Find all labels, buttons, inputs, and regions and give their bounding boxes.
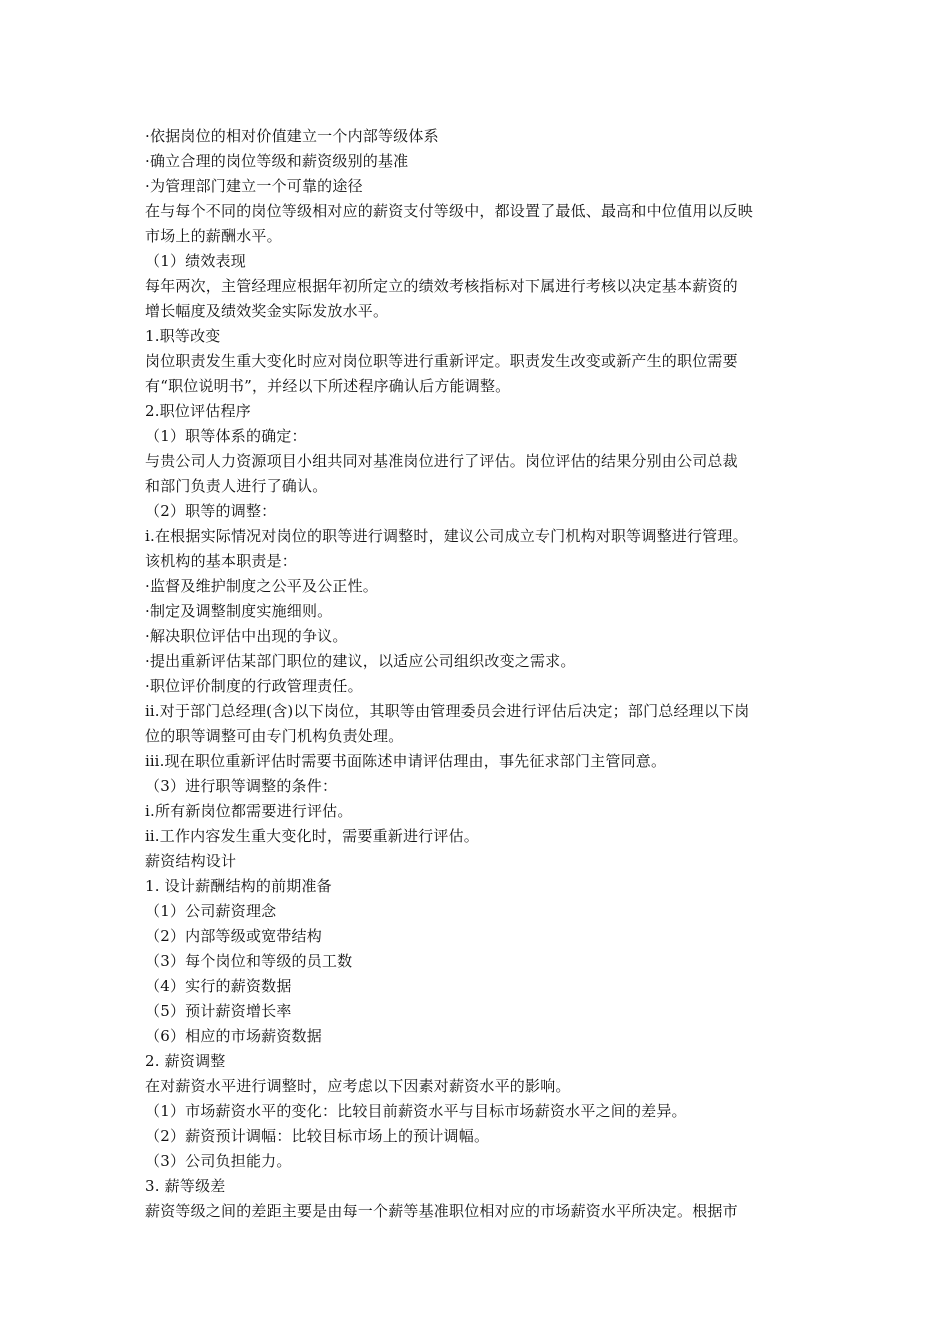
document-page xyxy=(145,124,815,1224)
text-line: ·为管理部门建立一个可靠的途径 xyxy=(145,177,363,195)
text-line: 市场上的薪酬水平。 xyxy=(145,227,282,245)
text-line: 岗位职责发生重大变化时应对岗位职等进行重新评定。职责发生改变或新产生的职位需要 xyxy=(145,352,738,370)
text-line: 与贵公司人力资源项目小组共同对基准岗位进行了评估。岗位评估的结果分别由公司总裁 xyxy=(145,452,738,470)
text-line: 薪资等级之间的差距主要是由每一个薪等基准职位相对应的市场薪资水平所决定。根据市 xyxy=(145,1202,738,1220)
text-line: （3）每个岗位和等级的员工数 xyxy=(145,952,353,970)
text-line: 在与每个不同的岗位等级相对应的薪资支付等级中，都设置了最低、最高和中位值用以反映 xyxy=(145,202,754,220)
text-line: ⅰ.所有新岗位都需要进行评估。 xyxy=(145,802,353,820)
text-line: 2. 薪资调整 xyxy=(145,1052,226,1070)
text-line: ·依据岗位的相对价值建立一个内部等级体系 xyxy=(145,127,439,145)
text-line: （6）相应的市场薪资数据 xyxy=(145,1027,322,1045)
text-line: ·制定及调整制度实施细则。 xyxy=(145,602,333,620)
text-line: 每年两次，主管经理应根据年初所定立的绩效考核指标对下属进行考核以决定基本薪资的 xyxy=(145,277,738,295)
text-line: 位的职等调整可由专门机构负责处理。 xyxy=(145,727,404,745)
text-line: 增长幅度及绩效奖金实际发放水平。 xyxy=(145,302,389,320)
text-line: （1）公司薪资理念 xyxy=(145,902,277,920)
text-line: ⅲ.现在职位重新评估时需要书面陈述申请评估理由，事先征求部门主管同意。 xyxy=(145,752,667,770)
text-line: 该机构的基本职责是： xyxy=(145,552,298,570)
text-line: ⅱ.对于部门总经理(含)以下岗位，其职等由管理委员会进行评估后决定；部门总经理以下岗 xyxy=(145,702,750,720)
text-line: （2）内部等级或宽带结构 xyxy=(145,927,322,945)
text-line: ⅱ.工作内容发生重大变化时，需要重新进行评估。 xyxy=(145,827,479,845)
text-line: 在对薪资水平进行调整时，应考虑以下因素对薪资水平的影响。 xyxy=(145,1077,571,1095)
text-line: 1.职等改变 xyxy=(145,327,221,345)
text-line: （5）预计薪资增长率 xyxy=(145,1002,292,1020)
text-line: （3）进行职等调整的条件： xyxy=(145,777,338,795)
text-line: （4）实行的薪资数据 xyxy=(145,977,292,995)
text-line: （3）公司负担能力。 xyxy=(145,1152,292,1170)
text-line: 3. 薪等级差 xyxy=(145,1177,226,1195)
text-line: ·解决职位评估中出现的争议。 xyxy=(145,627,348,645)
text-line: （1）职等体系的确定： xyxy=(145,427,307,445)
text-line: 薪资结构设计 xyxy=(145,852,237,870)
text-line: （1）绩效表现 xyxy=(145,252,246,270)
text-line: ·监督及维护制度之公平及公正性。 xyxy=(145,577,378,595)
text-line: ·职位评价制度的行政管理责任。 xyxy=(145,677,363,695)
text-line: ⅰ.在根据实际情况对岗位的职等进行调整时，建议公司成立专门机构对职等调整进行管理。 xyxy=(145,527,748,545)
text-line: 2.职位评估程序 xyxy=(145,402,251,420)
text-line: 和部门负责人进行了确认。 xyxy=(145,477,328,495)
text-line: 1. 设计薪酬结构的前期准备 xyxy=(145,877,332,895)
text-line: ·确立合理的岗位等级和薪资级别的基准 xyxy=(145,152,409,170)
text-line: ·提出重新评估某部门职位的建议，以适应公司组织改变之需求。 xyxy=(145,652,576,670)
text-line: （2）职等的调整： xyxy=(145,502,277,520)
text-line: 有“职位说明书”，并经以下所述程序确认后方能调整。 xyxy=(145,377,511,395)
text-line: （2）薪资预计调幅：比较目标市场上的预计调幅。 xyxy=(145,1127,490,1145)
text-line: （1）市场薪资水平的变化：比较目前薪资水平与目标市场薪资水平之间的差异。 xyxy=(145,1102,687,1120)
